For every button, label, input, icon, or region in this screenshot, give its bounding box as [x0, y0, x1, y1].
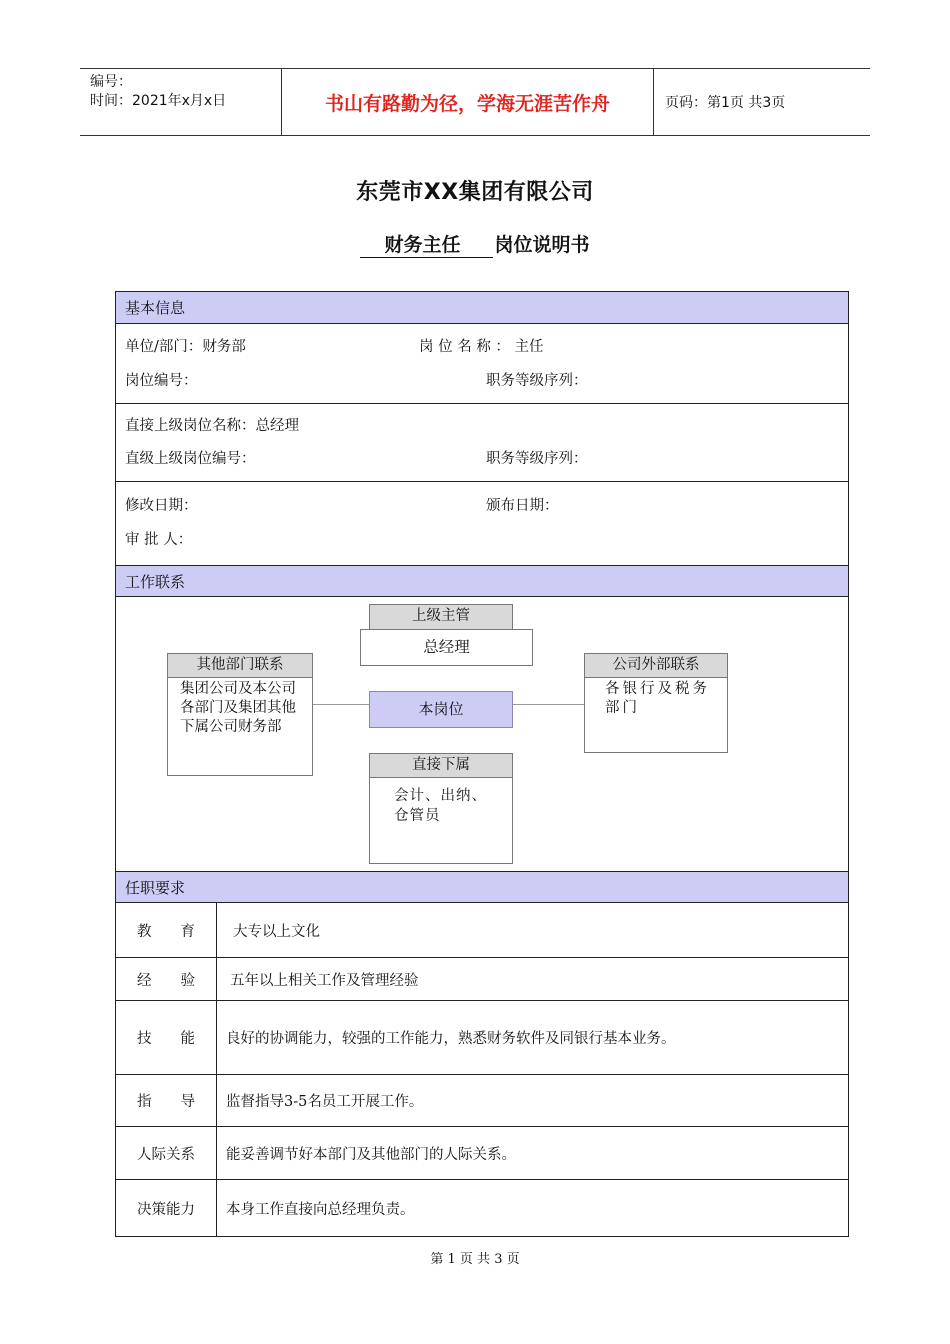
- req-row-guidance: [116, 1075, 848, 1127]
- section-heading: 基本信息: [125, 299, 186, 317]
- subordinate-box: [369, 753, 513, 864]
- title-suffix: 岗位说明书: [494, 234, 590, 256]
- header-meta: [80, 69, 281, 135]
- req-label: 决策能力: [116, 1180, 217, 1236]
- external-body: 各银行及税务部门: [605, 681, 710, 716]
- section-requirements: [116, 872, 848, 903]
- page-header: [80, 68, 870, 136]
- section-work-relations: [116, 566, 848, 597]
- req-label: 教 育: [116, 903, 217, 957]
- subordinate-header: 直接下属: [370, 754, 512, 778]
- req-label: 指 导: [116, 1075, 217, 1126]
- section-heading: 任职要求: [125, 878, 186, 897]
- req-value: 大专以上文化: [233, 923, 320, 940]
- page-code: 页码：第1页 共3页: [665, 95, 786, 111]
- header-motto: 书山有路勤为径，学海无涯苦作舟: [281, 69, 654, 135]
- req-label: 经 验: [116, 958, 217, 1000]
- self-position-box: [369, 691, 513, 728]
- superior-body-box: [360, 629, 533, 666]
- company-title: 东莞市XX集团有限公司: [356, 180, 594, 205]
- req-row-experience: [116, 958, 848, 1001]
- approver-field: 审 批 人：: [125, 532, 193, 548]
- external-box: [584, 653, 728, 753]
- position-no-field: 岗位编号：: [125, 373, 198, 389]
- connector-line: [312, 704, 370, 705]
- superior-body: 总经理: [423, 638, 470, 656]
- superior-grade-field: 职务等级序列：: [486, 451, 588, 467]
- other-dept-header: 其他部门联系: [168, 654, 312, 678]
- job-description-table: [115, 291, 849, 1237]
- superior-name-field: 直接上级岗位名称：总经理: [125, 418, 299, 434]
- org-chart: [116, 597, 848, 872]
- req-value: 监督指导3-5名员工开展工作。: [226, 1094, 424, 1110]
- basic-row-superior: [116, 404, 848, 482]
- req-row-relations: [116, 1127, 848, 1180]
- superior-box: [369, 604, 513, 629]
- number-label: 编号：: [90, 74, 132, 90]
- document-title: [0, 230, 950, 258]
- req-row-education: [116, 903, 848, 958]
- req-row-decision: [116, 1180, 848, 1236]
- req-value: 能妥善调节好本部门及其他部门的人际关系。: [226, 1146, 516, 1163]
- time-text: 时间：2021年x月x日: [90, 93, 227, 109]
- req-value: 良好的协调能力，较强的工作能力，熟悉财务软件及同银行基本业务。: [226, 1031, 676, 1047]
- page-footer: 第 1 页 共 3 页: [430, 1252, 520, 1267]
- external-header: 公司外部联系: [585, 654, 727, 678]
- position-name-field: 岗 位 名 称 ： 主任: [419, 339, 544, 355]
- section-basic-info: [116, 292, 848, 324]
- section-heading: 工作联系: [125, 572, 186, 591]
- req-label: 技 能: [116, 1001, 217, 1074]
- other-dept-box: [167, 653, 313, 776]
- published-date-field: 颁布日期：: [486, 498, 559, 514]
- grade-field: 职务等级序列：: [486, 373, 588, 389]
- req-row-skills: [116, 1001, 848, 1075]
- req-value: 本身工作直接向总经理负责。: [226, 1201, 415, 1218]
- dept-field: 单位/部门：财务部: [125, 339, 246, 355]
- position-title: 财务主任: [360, 230, 492, 258]
- basic-row-position: [116, 324, 848, 404]
- subordinate-body: 会计、出纳、仓管员: [394, 788, 487, 824]
- other-dept-body: 集团公司及本公司各部门及集团其他下属公司财务部: [180, 681, 296, 735]
- superior-no-field: 直级上级岗位编号：: [125, 451, 256, 467]
- basic-row-dates: [116, 482, 848, 566]
- modified-date-field: 修改日期：: [125, 498, 198, 514]
- connector-line: [513, 704, 585, 705]
- req-label: 人际关系: [116, 1127, 217, 1179]
- self-position-label: 本岗位: [418, 700, 464, 718]
- superior-box-header: 上级主管: [370, 605, 512, 629]
- req-value: 五年以上相关工作及管理经验: [230, 972, 419, 989]
